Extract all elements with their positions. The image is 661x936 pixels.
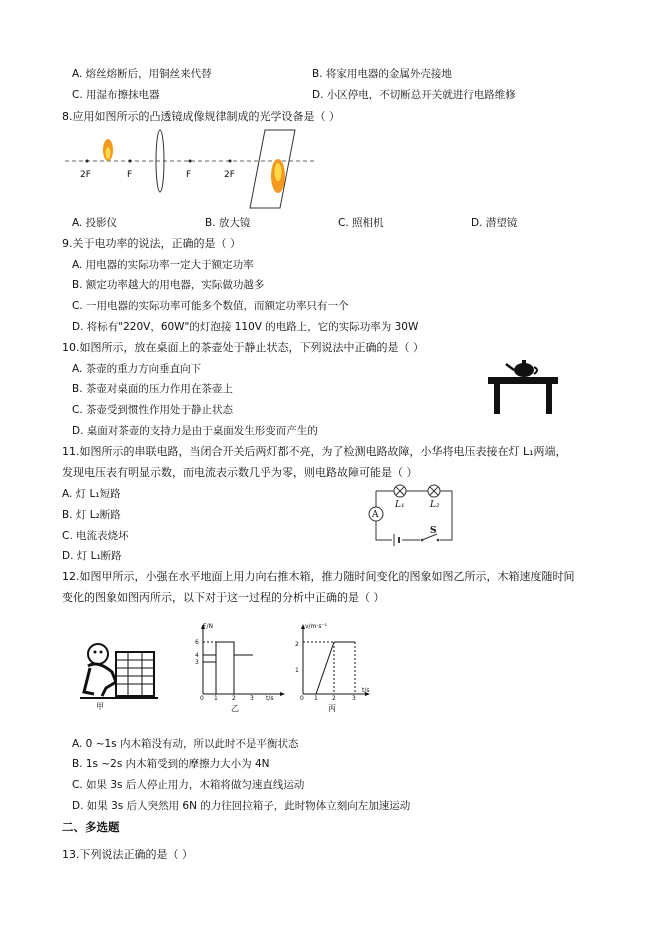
q10-stem: 10.如图所示，放在桌面上的茶壶处于静止状态，下列说法中正确的是（ ） — [62, 341, 424, 354]
bing-xtick-2: 2 — [332, 695, 336, 702]
lens-diagram — [65, 128, 325, 210]
label-f-left: F — [127, 170, 133, 180]
q10-option-d[interactable]: D. 桌面对茶壶的支持力是由于桌面发生形变而产生的 — [72, 425, 318, 437]
yi-xtick-1: 1 — [214, 695, 218, 702]
lamp-l1-label: L₁ — [395, 500, 405, 510]
teapot-table-figure — [488, 356, 560, 416]
ammeter-label: A — [372, 510, 379, 520]
fig-jia-label: 甲 — [96, 702, 104, 711]
q8-option-a[interactable]: A. 投影仪 — [72, 217, 118, 229]
bing-ytick-1: 1 — [295, 667, 299, 674]
yi-xtick-3: 3 — [250, 695, 254, 702]
q10-option-b[interactable]: B. 茶壶对桌面的压力作用在茶壶上 — [72, 383, 233, 395]
q7-option-a[interactable]: A. 熔丝熔断后，用铜丝来代替 — [72, 68, 212, 80]
q7-option-b[interactable]: B. 将家用电器的金属外壳接地 — [312, 68, 452, 80]
lamp-l2-label: L₂ — [430, 500, 440, 510]
q11-option-c[interactable]: C. 电流表烧坏 — [62, 530, 129, 542]
q10-option-a[interactable]: A. 茶壶的重力方向垂直向下 — [72, 363, 202, 375]
label-f-right: F — [186, 170, 192, 180]
yi-ytick-3: 3 — [195, 659, 199, 666]
bing-xtick-1: 1 — [314, 695, 318, 702]
q13-stem: 13.下列说法正确的是（ ） — [62, 848, 193, 861]
series-circuit-diagram — [366, 485, 462, 547]
q11-option-a[interactable]: A. 灯 L₁短路 — [62, 488, 121, 500]
bing-ytick-2: 2 — [295, 641, 299, 648]
q11-stem-line1: 11.如图所示的串联电路，当闭合开关后两灯都不亮，为了检测电路故障，小华将电压表接在灯 L₁两端， — [62, 445, 567, 458]
label-2f-right: 2F — [224, 170, 235, 180]
q9-option-b[interactable]: B. 额定功率越大的用电器，实际做功越多 — [72, 279, 265, 291]
q9-stem: 9.关于电功率的说法，正确的是（ ） — [62, 237, 241, 250]
fig-yi-label: 乙 — [231, 704, 239, 713]
fig-bing-label: 丙 — [328, 704, 336, 713]
q12-option-b[interactable]: B. 1s ~2s 内木箱受到的摩擦力大小为 4N — [72, 758, 270, 770]
bing-xtick-3: 3 — [352, 695, 356, 702]
q8-option-c[interactable]: C. 照相机 — [338, 217, 384, 229]
q11-option-b[interactable]: B. 灯 L₂断路 — [62, 509, 121, 521]
q9-option-c[interactable]: C. 一用电器的实际功率可能多个数值，而额定功率只有一个 — [72, 300, 349, 312]
bing-xtick-0: 0 — [300, 695, 304, 702]
q8-option-d[interactable]: D. 潜望镜 — [471, 217, 518, 229]
yi-ylabel: F/N — [203, 623, 213, 630]
q12-stem-line2: 变化的图象如图丙所示，以下对于这一过程的分析中正确的是（ ） — [62, 591, 385, 604]
q12-option-c[interactable]: C. 如果 3s 后人停止用力，木箱将做匀速直线运动 — [72, 779, 305, 791]
label-2f-left: 2F — [80, 170, 91, 180]
yi-xtick-0: 0 — [200, 695, 204, 702]
force-time-graph — [193, 622, 288, 702]
q12-stem-line1: 12.如图甲所示，小强在水平地面上用力向右推木箱，推力随时间变化的图象如图乙所示，木箱速度随时间 — [62, 570, 575, 583]
section-heading: 二、多选题 — [62, 820, 120, 834]
q9-option-d[interactable]: D. 将标有"220V，60W"的灯泡接 110V 的电路上，它的实际功率为 30W — [72, 321, 419, 333]
velocity-time-graph — [293, 622, 373, 702]
q12-option-a[interactable]: A. 0 ~1s 内木箱没有动，所以此时不是平衡状态 — [72, 738, 299, 750]
q12-option-d[interactable]: D. 如果 3s 后人突然用 6N 的力往回拉箱子，此时物体立刻向左加速运动 — [72, 800, 411, 812]
yi-ytick-4: 4 — [195, 652, 199, 659]
yi-xlabel: t/s — [266, 695, 274, 702]
q8-option-b[interactable]: B. 放大镜 — [205, 217, 251, 229]
bing-xlabel: t/s — [362, 687, 370, 694]
push-box-figure — [80, 636, 158, 704]
bing-ylabel: v/m·s⁻¹ — [305, 623, 328, 630]
q8-stem: 8.应用如图所示的凸透镜成像规律制成的光学设备是（ ） — [62, 110, 340, 123]
q7-option-c[interactable]: C. 用湿布擦抹电器 — [72, 89, 160, 101]
yi-ytick-6: 6 — [195, 639, 199, 646]
q9-option-a[interactable]: A. 用电器的实际功率一定大于额定功率 — [72, 259, 254, 271]
q11-option-d[interactable]: D. 灯 L₁断路 — [62, 550, 122, 562]
q7-option-d[interactable]: D. 小区停电，不切断总开关就进行电路维修 — [312, 89, 516, 101]
switch-label: S — [430, 526, 437, 536]
yi-xtick-2: 2 — [232, 695, 236, 702]
q10-option-c[interactable]: C. 茶壶受到惯性作用处于静止状态 — [72, 404, 234, 416]
q11-stem-line2: 发现电压表有明显示数，而电流表示数几乎为零，则电路故障可能是（ ） — [62, 466, 418, 479]
